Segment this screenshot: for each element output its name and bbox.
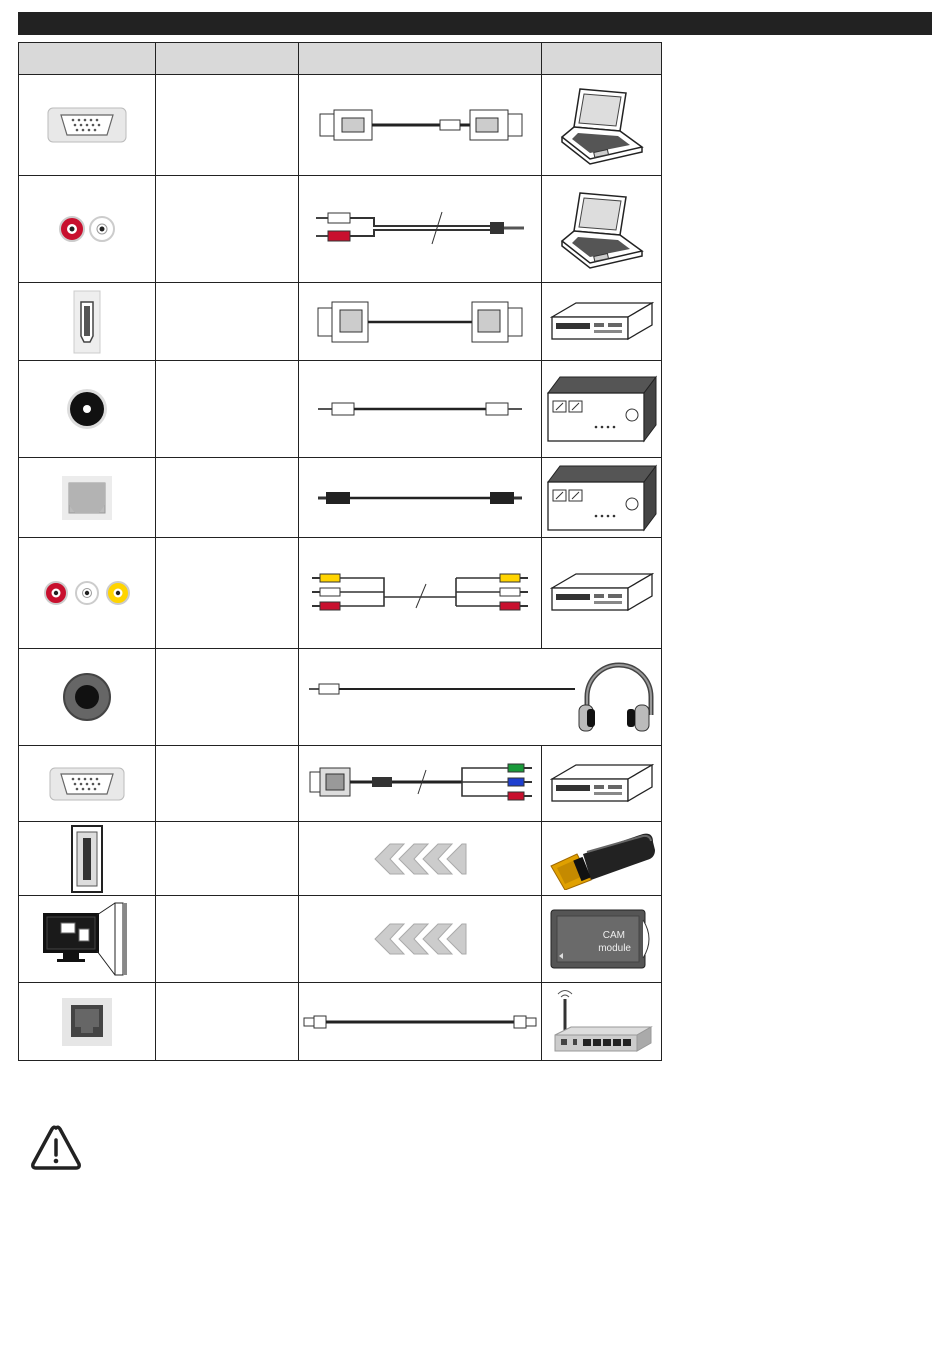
cam-module-icon xyxy=(549,908,655,970)
dvd-player-icon xyxy=(550,570,654,616)
insert-arrows-icon xyxy=(370,922,470,956)
table-row xyxy=(19,746,662,822)
connections-table xyxy=(18,42,662,1061)
table-row xyxy=(19,458,662,538)
table-row xyxy=(19,75,662,176)
module-label: module xyxy=(597,943,631,954)
dvd-player-icon xyxy=(550,299,654,345)
table-row xyxy=(19,361,662,458)
header-cables xyxy=(299,43,542,75)
amplifier-icon xyxy=(546,373,658,445)
cam-label: CAM xyxy=(602,930,625,941)
optical-port-icon xyxy=(61,475,113,521)
headphones-icon xyxy=(579,665,651,731)
ethernet-port-icon xyxy=(61,997,113,1047)
vga-port-icon xyxy=(47,107,127,143)
laptop-icon xyxy=(560,187,644,271)
top-title-bar xyxy=(18,12,932,35)
ci-slot-icon xyxy=(37,899,137,979)
router-icon xyxy=(551,989,653,1055)
table-row xyxy=(19,176,662,283)
amplifier-icon xyxy=(546,462,658,534)
coaxial-cable-icon xyxy=(310,397,530,421)
table-row xyxy=(19,983,662,1061)
usb-stick-icon xyxy=(547,828,657,890)
table-row xyxy=(19,822,662,896)
vga-cable-icon xyxy=(310,105,530,145)
coaxial-port-icon xyxy=(65,387,109,431)
hdmi-cable-icon xyxy=(310,298,530,346)
usb-port-icon xyxy=(70,824,104,894)
header-type xyxy=(156,43,299,75)
table-row xyxy=(19,896,662,983)
av-rca-port-icon xyxy=(42,579,132,607)
header-device xyxy=(542,43,662,75)
table-row xyxy=(19,649,662,746)
audio-rca-port-icon xyxy=(57,214,117,244)
ethernet-cable-icon xyxy=(300,1010,540,1034)
table-row xyxy=(19,538,662,649)
rca-to-jack-cable-icon xyxy=(310,204,530,254)
laptop-icon xyxy=(560,83,644,167)
vga-to-component-cable-icon xyxy=(306,762,534,806)
header-connector xyxy=(19,43,156,75)
headphone-jack-icon xyxy=(62,672,112,722)
warning-triangle-icon xyxy=(30,1124,82,1172)
table-row xyxy=(19,283,662,361)
optical-cable-icon xyxy=(310,487,530,509)
hdmi-port-icon xyxy=(73,290,101,354)
headphone-cable-icon xyxy=(305,657,655,737)
av-rca-cable-icon xyxy=(308,570,532,616)
table-header-row xyxy=(19,43,662,75)
insert-arrows-icon xyxy=(370,842,470,876)
ypbpr-vga-port-icon xyxy=(49,767,125,801)
dvd-player-icon xyxy=(550,761,654,807)
